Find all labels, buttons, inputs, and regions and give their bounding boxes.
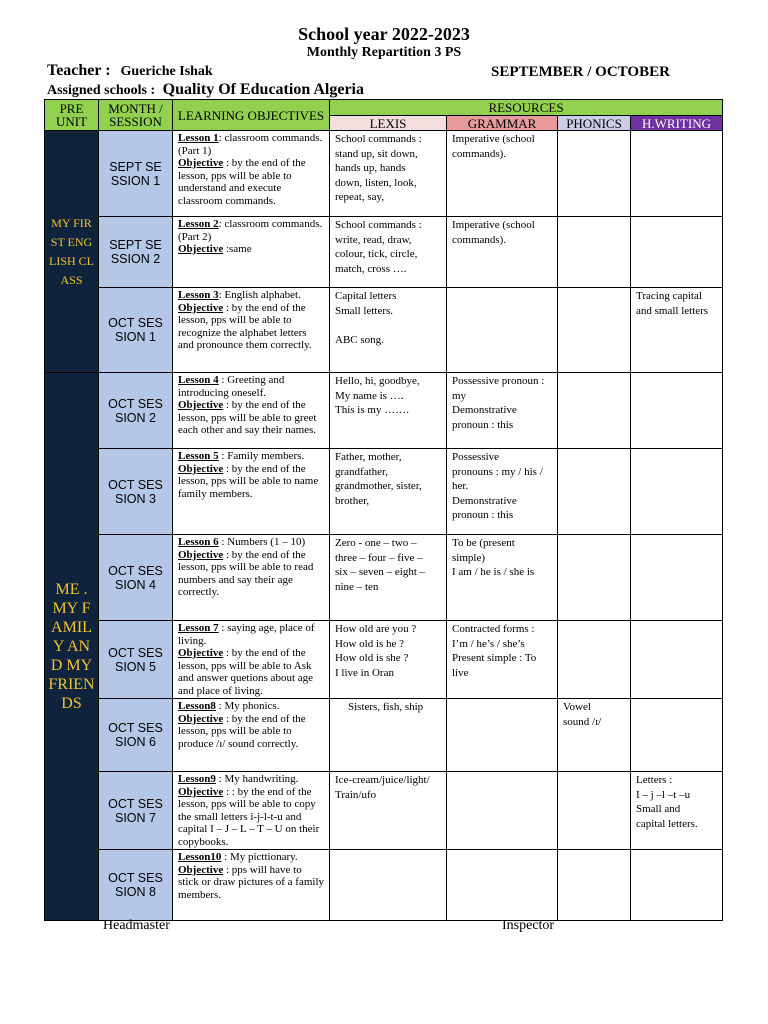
lesson-text: : classroom commands. (Part 1) [178, 132, 323, 157]
schools-label: Assigned schools : [47, 83, 156, 98]
lesson-label: Lesson 4 [178, 374, 219, 386]
hwriting-cell [631, 373, 723, 449]
session-cell: OCT SESSION 6 [99, 699, 173, 772]
phonics-cell [558, 850, 631, 921]
lexis-cell: School commands : write, read, draw, colour, tick, circle, match, cross …. [330, 217, 447, 288]
grammar-cell: Contracted forms : I’m / he’s / she’s Present simple : To live [447, 621, 558, 699]
hwriting-cell [631, 217, 723, 288]
lexis-cell: How old are you ? How old is he ? How old is she ? I live in Oran [330, 621, 447, 699]
grammar-cell: To be (present simple) I am / he is / she is [447, 535, 558, 621]
objective-text: : by the end of the lesson, pps will be able to Ask and answer quetions about age and place of living. [178, 647, 314, 697]
lesson-text: : Family members. [218, 450, 305, 462]
hwriting-cell [631, 850, 723, 921]
lesson-cell [173, 699, 330, 772]
session-cell: SEPT SESSION 2 [99, 217, 173, 288]
grammar-cell [447, 699, 558, 772]
grammar-cell: Imperative (school commands). [447, 131, 558, 217]
lexis-cell [330, 850, 447, 921]
lesson-label: Lesson 7 [178, 622, 219, 634]
hwriting-cell: Tracing capital and small letters [631, 288, 723, 373]
lesson-text: : My picttionary. [221, 851, 298, 863]
lesson-cell [173, 850, 330, 921]
lexis-cell: School commands : stand up, sit down, hands up, hands down, listen, look, repeat, say, [330, 131, 447, 217]
document-title: School year 2022-2023 [298, 24, 470, 44]
objective-text: : by the end of the lesson, pps will be able to greet each other and say their names. [178, 399, 317, 436]
phonics-cell [558, 621, 631, 699]
objective-text: :same [223, 243, 252, 255]
lesson-cell [173, 535, 330, 621]
session-cell: OCT SESSION 1 [99, 288, 173, 373]
lesson-cell [173, 373, 330, 449]
phonics-cell [558, 131, 631, 217]
objective-label: Objective [178, 785, 224, 798]
lesson-label: Lesson9 [178, 773, 216, 785]
headmaster-signature-label: Headmaster [103, 918, 170, 933]
header-pre-unit: PRE UNIT [45, 100, 99, 131]
lesson-cell [173, 288, 330, 373]
objective-label: Objective [178, 399, 224, 411]
objective-label: Objective [178, 548, 224, 561]
hwriting-cell [631, 699, 723, 772]
objective-label: Objective [178, 157, 224, 169]
session-cell: OCT SESSION 5 [99, 621, 173, 699]
objective-text: : by the end of the lesson, pps will be able to name family members. [178, 462, 319, 500]
lesson-label: Lesson 1 [178, 132, 219, 144]
lesson-label: Lesson 3 [178, 289, 219, 301]
phonics-cell [558, 373, 631, 449]
lexis-cell: Capital letters Small letters. ABC song. [330, 288, 447, 373]
hwriting-cell [631, 449, 723, 535]
phonics-cell [558, 449, 631, 535]
document-subtitle: Monthly Repartition 3 PS [306, 45, 462, 60]
session-cell: SEPT SESSION 1 [99, 131, 173, 217]
header-month-session: MONTH / SESSION [99, 100, 173, 131]
phonics-cell [558, 288, 631, 373]
lesson-cell [173, 772, 330, 850]
header-learning-objectives: LEARNING OBJECTIVES [173, 100, 330, 131]
unit-cell: MY FIRST ENGLISH CLASS [45, 131, 99, 373]
hwriting-cell [631, 621, 723, 699]
objective-text: : pps will have to stick or draw pictures of a family members. [178, 863, 325, 901]
objective-text: : by the end of the lesson, pps will be able to understand and execute classroom commands. [178, 157, 306, 207]
schools-line [47, 81, 364, 99]
hwriting-cell [631, 131, 723, 217]
objective-label: Objective [178, 712, 224, 725]
objective-text: : by the end of the lesson, pps will be able to recognize the alphabet letters and pronounce them correctly. [178, 301, 312, 351]
teacher-name: Gueriche Ishak [120, 64, 213, 79]
grammar-cell: Possessive pronouns : my / his / her. Demonstrative pronoun : this [447, 449, 558, 535]
objective-label: Objective [178, 462, 224, 475]
objective-label: Objective [178, 243, 224, 255]
unit-cell: ME . MY FAMILY AND MY FRIENDS [45, 373, 99, 921]
period: SEPTEMBER / OCTOBER [491, 64, 670, 80]
teacher-line [47, 62, 213, 80]
lexis-cell: Sisters, fish, ship [330, 699, 447, 772]
lesson-cell [173, 217, 330, 288]
lexis-cell: Zero - one – two – three – four – five – six – seven – eight – nine – ten [330, 535, 447, 621]
session-cell: OCT SESSION 3 [99, 449, 173, 535]
lesson-text: : English alphabet. [218, 289, 301, 301]
grammar-cell: Possessive pronoun : my Demonstrative pronoun : this [447, 373, 558, 449]
grammar-cell [447, 772, 558, 850]
lesson-cell [173, 131, 330, 217]
lesson-text: : My phonics. [215, 700, 280, 712]
objective-label: Objective [178, 863, 224, 876]
session-cell: OCT SESSION 2 [99, 373, 173, 449]
grammar-cell [447, 850, 558, 921]
objective-label: Objective [178, 301, 224, 314]
inspector-signature-label: Inspector [502, 918, 555, 933]
lesson-text: : Numbers (1 – 10) [218, 536, 306, 548]
session-cell: OCT SESSION 4 [99, 535, 173, 621]
session-cell: OCT SESSION 8 [99, 850, 173, 921]
lesson-label: Lesson 6 [178, 536, 219, 548]
header-lexis: LEXIS [330, 116, 447, 131]
lesson-text: : Greeting and introducing oneself. [178, 374, 285, 399]
phonics-cell [558, 772, 631, 850]
session-cell: OCT SESSION 7 [99, 772, 173, 850]
header-hwriting: H.WRITING [631, 116, 723, 131]
objective-text: : : by the end of the lesson, pps will be able to copy the small letters i-j-l-t-u and capital I – J – L – T – U on their copybooks. [178, 785, 320, 848]
phonics-cell: Vowel sound /ɪ/ [558, 699, 631, 772]
lexis-cell: Father, mother, grandfather, grandmother, sister, brother, [330, 449, 447, 535]
header-resources: RESOURCES [330, 100, 723, 116]
lesson-cell [173, 621, 330, 699]
lesson-label: Lesson 5 [178, 450, 219, 462]
lesson-text: : My handwriting. [215, 773, 299, 785]
lesson-cell [173, 449, 330, 535]
repartition-table [44, 99, 723, 921]
grammar-cell: Imperative (school commands). [447, 217, 558, 288]
lesson-label: Lesson 2 [178, 218, 219, 230]
objective-text: : by the end of the lesson, pps will be able to produce /ɪ/ sound correctly. [178, 712, 306, 750]
lesson-text: : classroom commands. (Part 2) [178, 218, 323, 243]
lesson-label: Lesson10 [178, 851, 222, 863]
lesson-label: Lesson8 [178, 700, 216, 712]
objective-label: Objective [178, 647, 224, 659]
lexis-cell: Hello, hi, goodbye, My name is …. This is my ……. [330, 373, 447, 449]
hwriting-cell: Letters : I – j –l –t –u Small and capital letters. [631, 772, 723, 850]
phonics-cell [558, 217, 631, 288]
objective-text: : by the end of the lesson, pps will be able to read numbers and say their age correctly. [178, 548, 314, 598]
grammar-cell [447, 288, 558, 373]
teacher-label: Teacher : [47, 62, 111, 79]
schools-value: Quality Of Education Algeria [162, 81, 364, 98]
lexis-cell: Ice-cream/juice/light/ Train/ufo [330, 772, 447, 850]
header-grammar: GRAMMAR [447, 116, 558, 131]
lesson-text: : saying age, place of living. [178, 622, 315, 647]
hwriting-cell [631, 535, 723, 621]
header-phonics: PHONICS [558, 116, 631, 131]
phonics-cell [558, 535, 631, 621]
